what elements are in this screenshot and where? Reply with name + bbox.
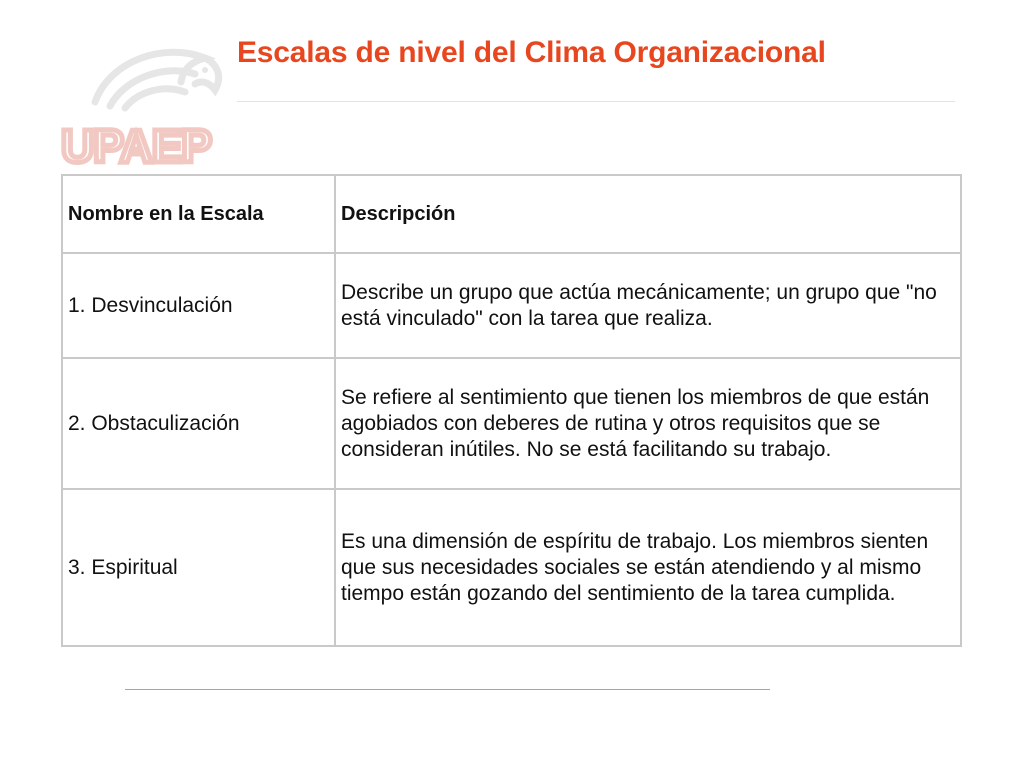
scale-name: 1. Desvinculación (62, 253, 335, 358)
title-divider (237, 101, 955, 102)
eagle-icon (95, 52, 219, 108)
scale-description: Es una dimensión de espíritu de trabajo. Los miembros sienten que sus necesidades sociales se están atendiendo y al mismo tiempo están gozando del sentimiento de la tarea cumplida. (335, 489, 961, 646)
table-row (62, 253, 961, 358)
footer-divider (125, 689, 770, 690)
scale-name: 3. Espiritual (62, 489, 335, 646)
table-row (62, 358, 961, 489)
table-header-row (62, 175, 961, 253)
scale-description: Se refiere al sentimiento que tienen los miembros de que están agobiados con deberes de rutina y otros requisitos que se consideran inútiles. No se está facilitando su trabajo. (335, 358, 961, 489)
page-title: Escalas de nivel del Clima Organizacional (237, 36, 826, 69)
upaep-logo (55, 40, 245, 175)
scales-table (61, 174, 962, 647)
header-name: Nombre en la Escala (62, 175, 335, 253)
logo-text: UPAEP (61, 120, 212, 172)
header-description: Descripción (335, 175, 961, 253)
scale-name: 2. Obstaculización (62, 358, 335, 489)
table-row (62, 489, 961, 646)
scale-description: Describe un grupo que actúa mecánicamente; un grupo que "no está vinculado" con la tarea que realiza. (335, 253, 961, 358)
